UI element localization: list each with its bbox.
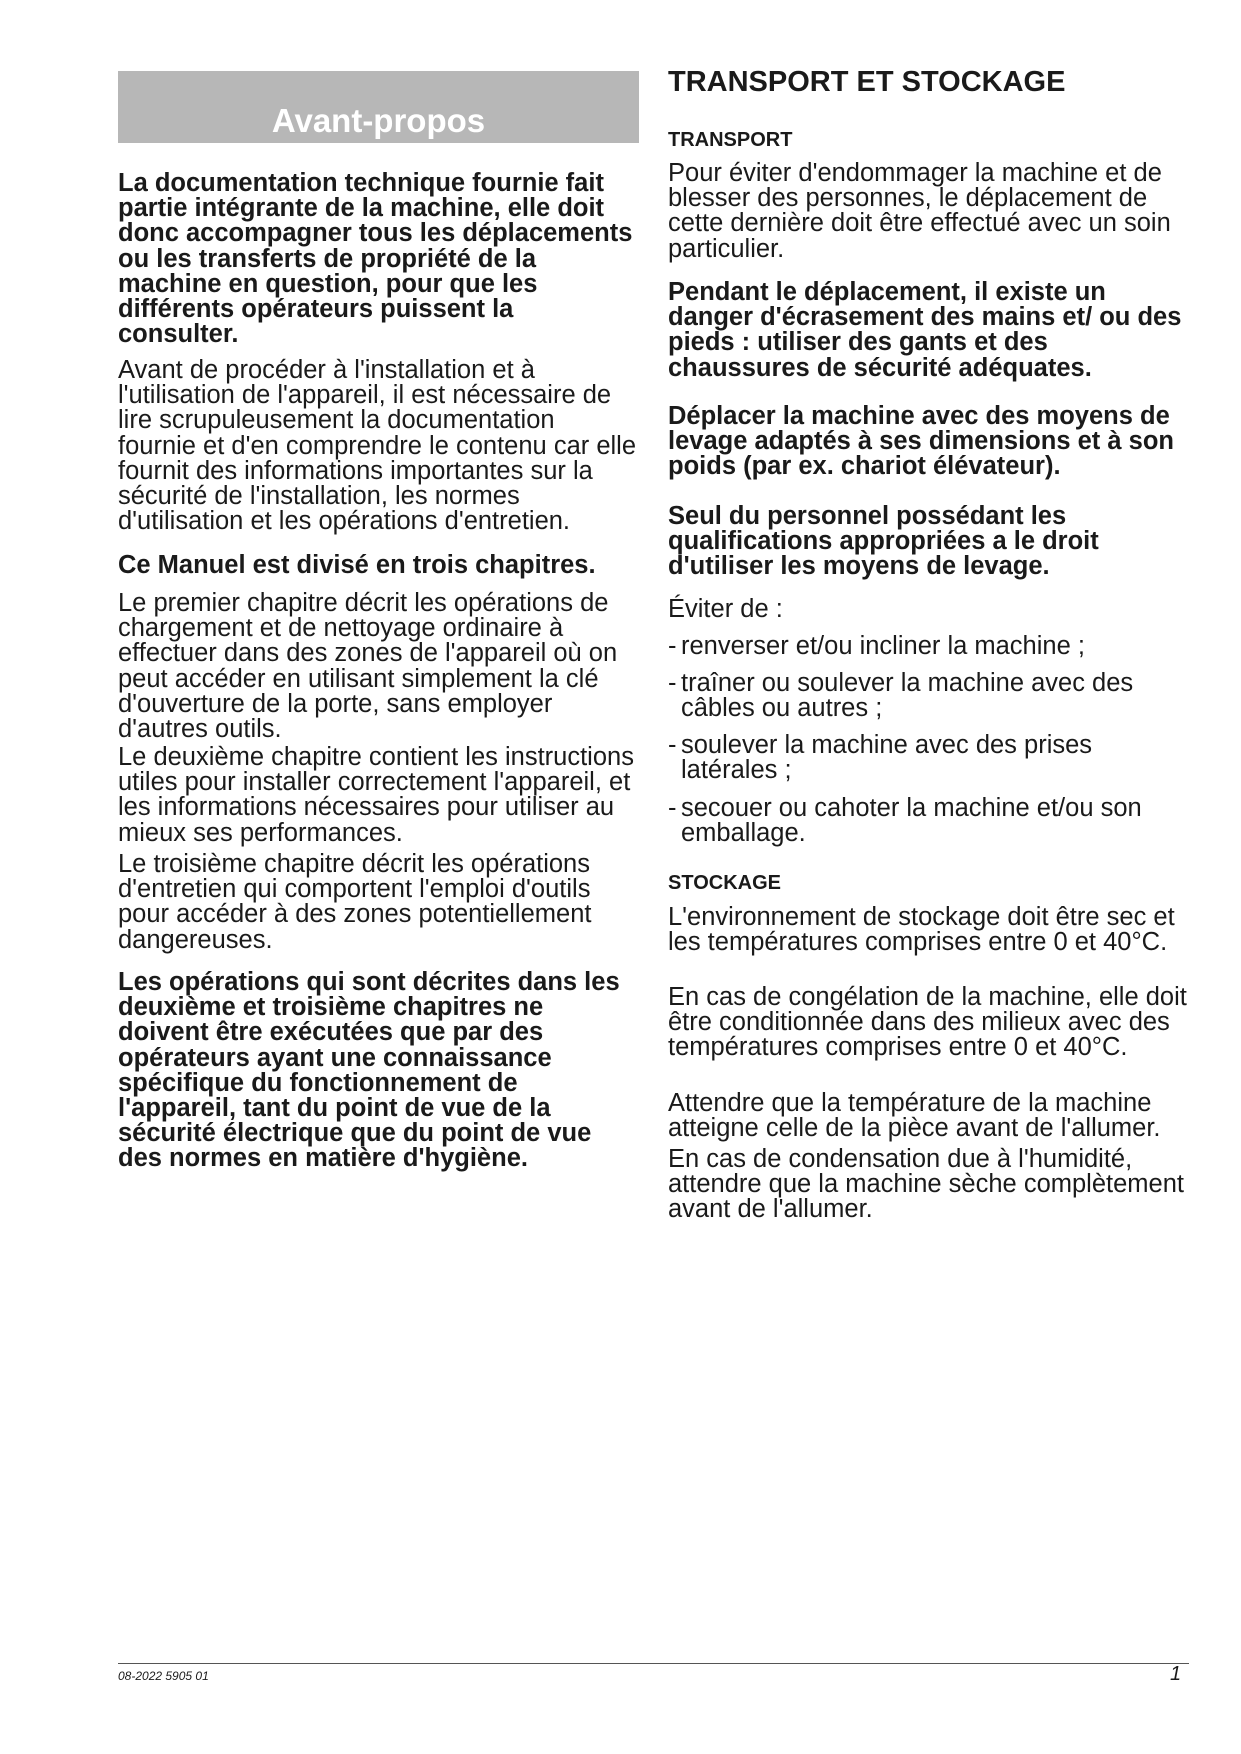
storage-paragraph-2: En cas de congélation de la machine, elle doit être conditionnée dans des milieux avec des températures comprises entre 0 et 40°C. [668, 983, 1187, 1062]
page-number: 1 [1170, 1663, 1182, 1685]
list-item: - traîner ou soulever la machine avec des câbles ou autres ; [668, 669, 1134, 723]
banner-title: Avant-propos [271, 102, 486, 139]
list-item: - secouer ou cahoter la machine et/ou son emballage. [668, 794, 1142, 848]
section-banner [118, 71, 639, 143]
avoid-label: Éviter de : [668, 595, 783, 623]
chapter-1-paragraph: Le premier chapitre décrit les opérations de chargement et de nettoyage ordinaire à effectuer dans des zones de l'appareil où on peut accéder en utilisant simplement la clé d'ouverture de la porte, sans employer d'autres outils. [118, 589, 618, 744]
footer-divider [118, 1663, 1189, 1664]
intro-bold-paragraph: La documentation technique fournie fait partie intégrante de la machine, elle doit donc accompagner tous les déplacements ou les transferts de propriété de la machine en question, pour que les différents opérateurs puissent la consulter. [118, 169, 633, 349]
storage-heading: STOCKAGE [668, 872, 781, 894]
chapter-3-paragraph: Le troisième chapitre décrit les opérations d'entretien qui comportent l'emploi d'outils pour accéder à des zones potentiellement dangereuses. [118, 850, 592, 954]
intro-paragraph: Avant de procéder à l'installation et à l'utilisation de l'appareil, il est nécessaire de lire scrupuleusement la documentation fournie et d'en comprendre le contenu car elle fournit des informations importantes sur la sécurité de l'installation, les normes d'utilisation et les opérations d'entretien. [118, 356, 637, 536]
document-code: 08-2022 5905 01 [118, 1669, 209, 1683]
chapters-heading: Ce Manuel est divisé en trois chapitres. [118, 551, 596, 579]
chapter-2-paragraph: Le deuxième chapitre contient les instructions utiles pour installer correctement l'appareil, et les informations nécessaires pour utiliser au mieux ses performances. [118, 743, 634, 847]
storage-paragraph-4: En cas de condensation due à l'humidité, attendre que la machine sèche complètement avant de l'allumer. [668, 1145, 1184, 1224]
transport-warning-1: Pendant le déplacement, il existe un danger d'écrasement des mains et/ ou des pieds : utiliser des gants et des chaussures de sécurité adéquates. [668, 278, 1182, 382]
transport-paragraph: Pour éviter d'endommager la machine et de blesser des personnes, le déplacement de cette dernière doit être effectué avec un soin particulier. [668, 159, 1171, 263]
warning-bold-paragraph: Les opérations qui sont décrites dans les deuxième et troisième chapitres ne doivent être exécutées que par des opérateurs ayant une connaissance spécifique du fonctionnement de l'appareil, tant du point de vue de la sécurité électrique que du point de vue des normes en matière d'hygiène. [118, 968, 648, 1173]
transport-warning-3: Seul du personnel possédant les qualifications appropriées a le droit d'utiliser les moyens de levage. [668, 502, 1099, 581]
storage-paragraph-1: L'environnement de stockage doit être sec et les températures comprises entre 0 et 40°C. [668, 903, 1175, 957]
list-item: - renverser et/ou incliner la machine ; [668, 632, 1085, 660]
transport-heading: TRANSPORT [668, 129, 793, 151]
transport-warning-2: Déplacer la machine avec des moyens de levage adaptés à ses dimensions et à son poids (par ex. chariot élévateur). [668, 402, 1174, 481]
storage-paragraph-3: Attendre que la température de la machine atteigne celle de la pièce avant de l'allumer. [668, 1089, 1161, 1143]
page-title: TRANSPORT ET STOCKAGE [668, 66, 1066, 98]
list-item: - soulever la machine avec des prises latérales ; [668, 731, 1093, 785]
